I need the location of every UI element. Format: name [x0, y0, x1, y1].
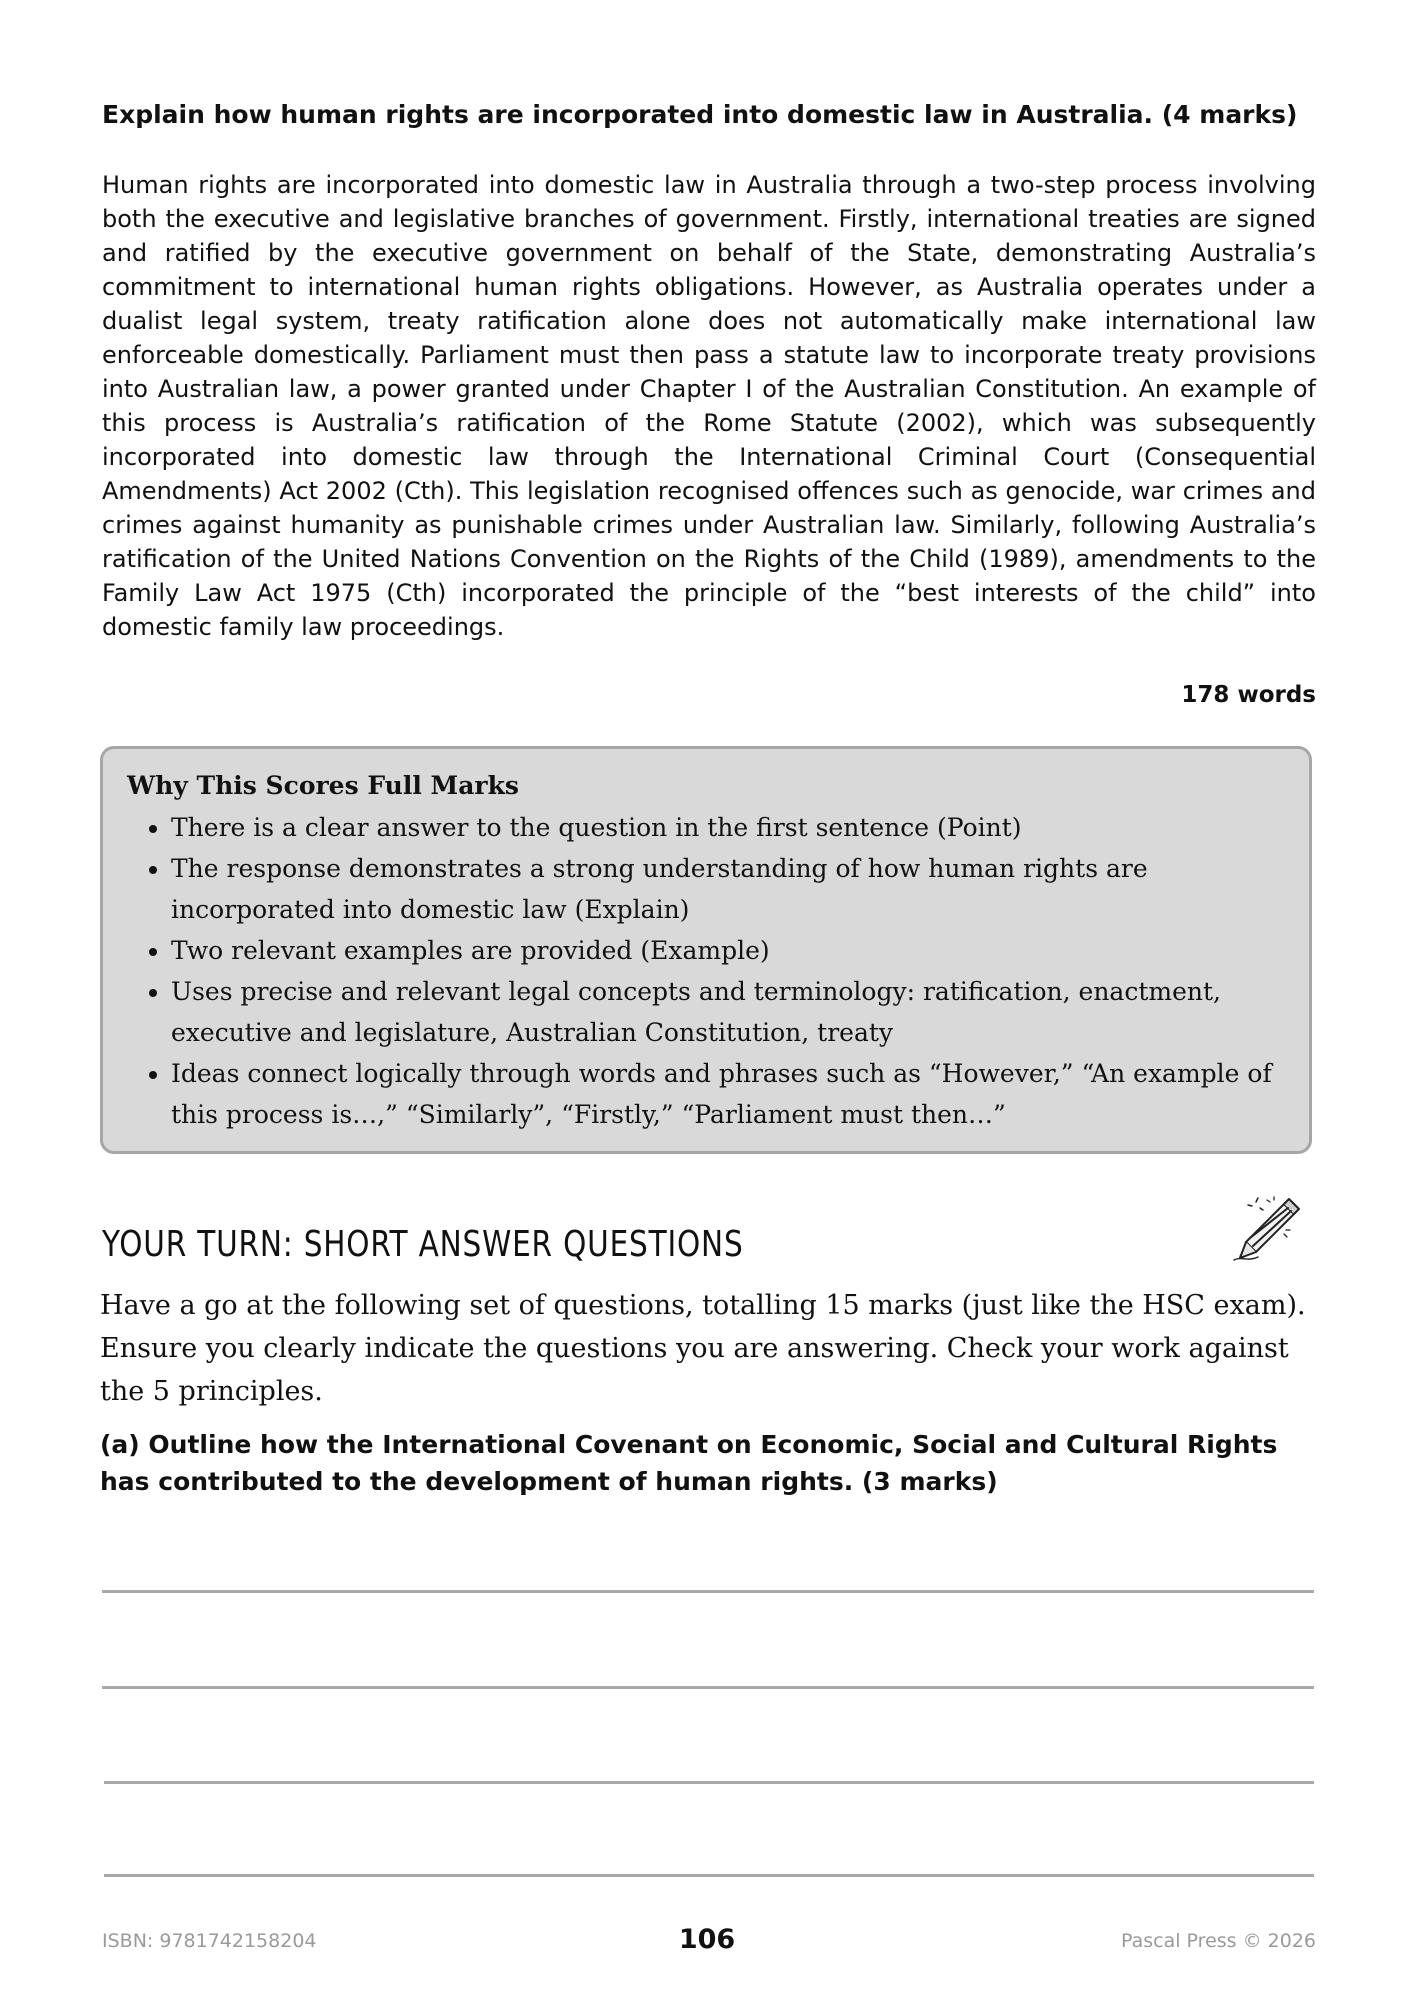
feedback-list: [127, 807, 1285, 1135]
pencil-icon: [1226, 1194, 1302, 1270]
page-number: 106: [678, 1924, 736, 1955]
feedback-item: • Ideas connect logically through words and phrases such as “However,” “An example of this process is…,” “Similarly”, “Firstly,” “Parliament must then…”: [171, 1053, 1285, 1135]
question-heading: Explain how human rights are incorporated into domestic law in Australia. (4 marks): [102, 100, 1298, 129]
answer-line[interactable]: [102, 1590, 1314, 1593]
answer-line[interactable]: [104, 1781, 1314, 1784]
your-turn-heading: YOUR TURN: SHORT ANSWER QUESTIONS: [102, 1224, 744, 1265]
answer-line[interactable]: [104, 1874, 1314, 1877]
footer-isbn: ISBN: 9781742158204: [102, 1930, 317, 1952]
question-a: (a) Outline how the International Covenant on Economic, Social and Cultural Rights has contributed to the development of human rights. (3 marks): [100, 1430, 1278, 1496]
feedback-item: • Two relevant examples are provided (Example): [171, 930, 1285, 971]
feedback-item: • The response demonstrates a strong understanding of how human rights are incorporated into domestic law (Explain): [171, 848, 1285, 930]
your-turn-intro: Have a go at the following set of questions, totalling 15 marks (just like the HSC exam). Ensure you clearly indicate the questions you are answering. Check your work against the 5 principles.: [100, 1290, 1306, 1407]
feedback-item: • Uses precise and relevant legal concepts and terminology: ratification, enactment, executive and legislature, Australian Constitution, treaty: [171, 971, 1285, 1053]
feedback-box: [100, 746, 1312, 1154]
footer-publisher: Pascal Press © 2026: [1121, 1930, 1316, 1952]
word-count: 178 words: [1181, 682, 1316, 708]
feedback-item: • There is a clear answer to the question in the first sentence (Point): [171, 807, 1285, 848]
feedback-title: Why This Scores Full Marks: [127, 771, 519, 800]
answer-line[interactable]: [102, 1686, 1314, 1689]
model-answer-text: Human rights are incorporated into domestic law in Australia through a two-step process involving both the executive and legislative branches of government. Firstly, international treaties are signed and ratified by the executive government on behalf of the State, demonstrating Australia’s commitment to international human rights obligations. However, as Australia operates under a dualist legal system, treaty ratification alone does not automatically make international law enforceable domestically. Parliament must then pass a statute law to incorporate treaty provisions into Australian law, a power granted under Chapter I of the Australian Constitution. An example of this process is Australia’s ratification of the Rome Statute (2002), which was subsequently incorporated into domestic law through the International Criminal Court (Consequential Amendments) Act 2002 (Cth). This legislation recognised offences such as genocide, war crimes and crimes against humanity as punishable crimes under Australian law. Similarly, following Australia’s ratification of the United Nations Convention on the Rights of the Child (1989), amendments to the Family Law Act 1975 (Cth) incorporated the principle of the “best interests of the child” into domestic family law proceedings.: [102, 171, 1316, 641]
